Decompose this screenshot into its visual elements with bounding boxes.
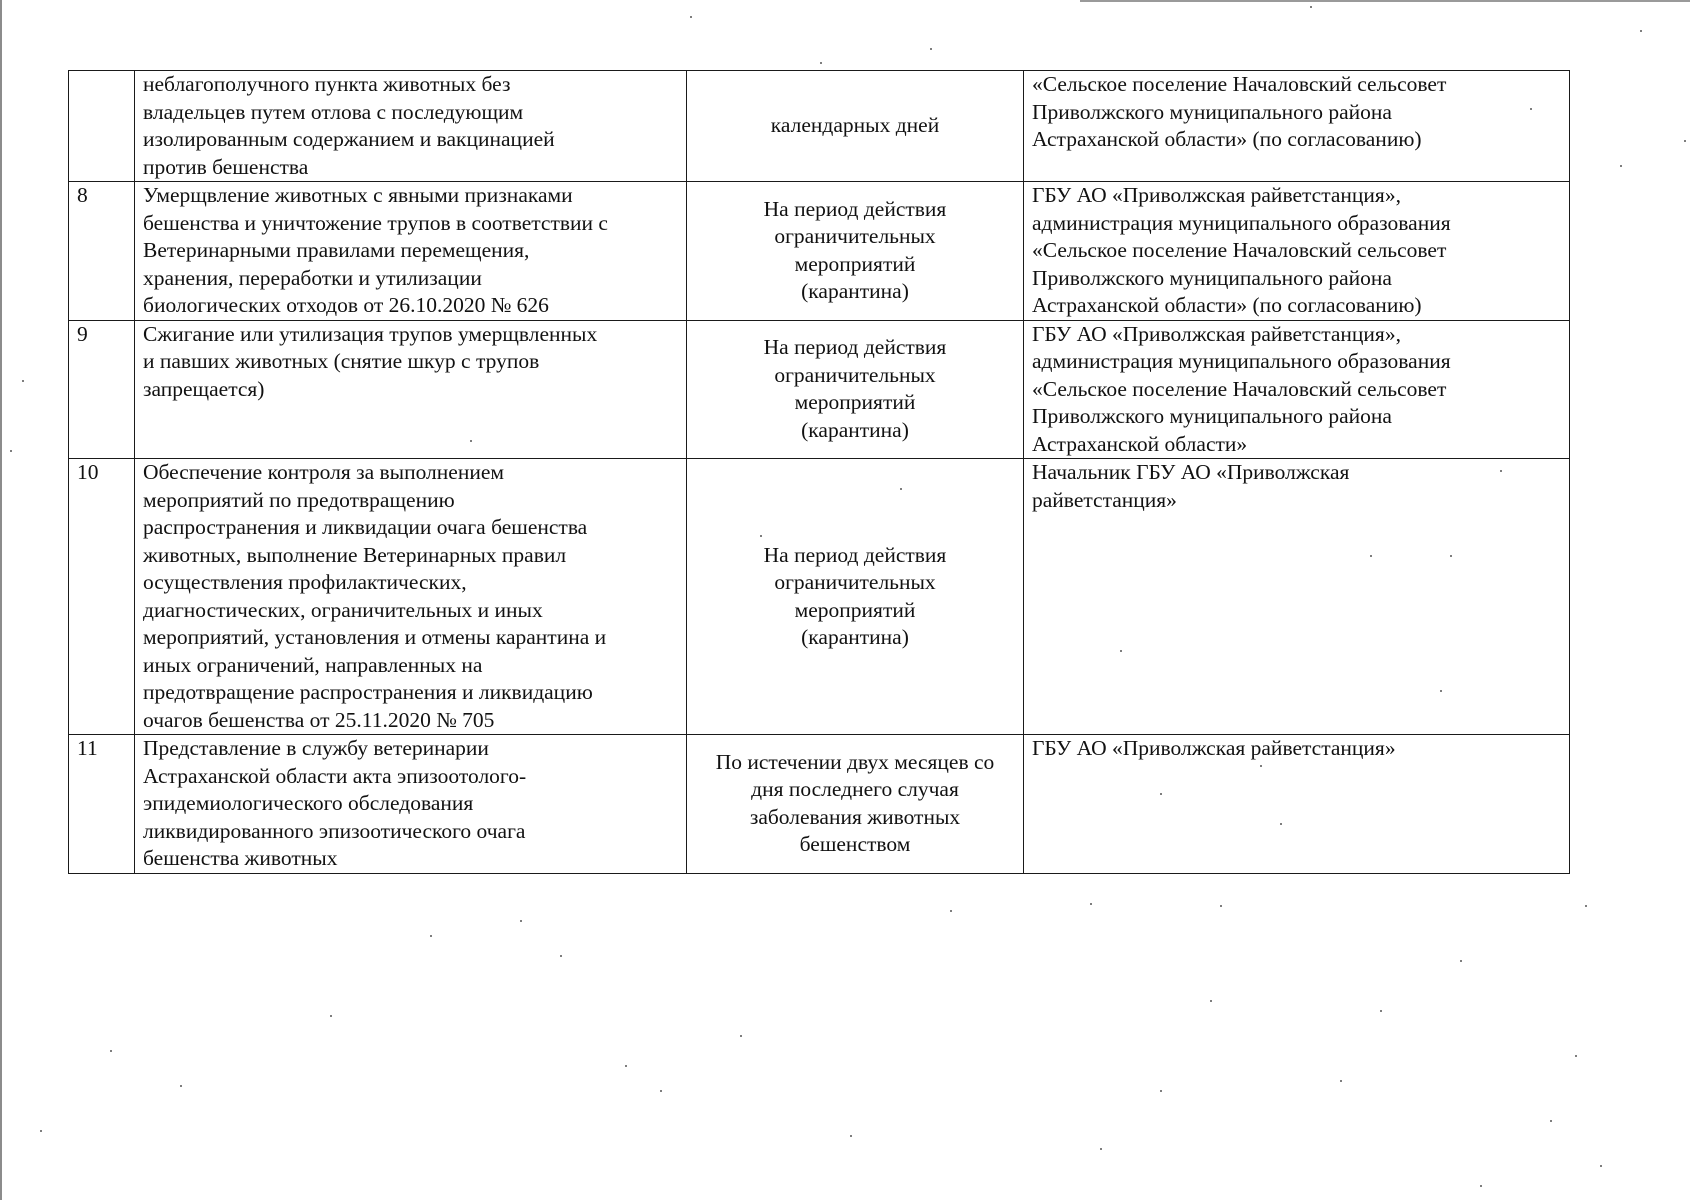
action-text-line: эпидемиологического обследования bbox=[143, 791, 474, 815]
term-cell bbox=[687, 735, 1024, 874]
action-text-line: неблагополучного пункта животных без bbox=[143, 72, 511, 96]
scan-speck bbox=[1370, 555, 1372, 557]
scan-speck bbox=[1530, 108, 1532, 110]
scan-speck bbox=[1260, 765, 1262, 767]
action-text-line: Сжигание или утилизация трупов умерщвленных bbox=[143, 321, 598, 346]
row-number-cell bbox=[69, 320, 135, 459]
scan-speck bbox=[1550, 1120, 1552, 1122]
scan-speck bbox=[1640, 30, 1642, 32]
action-text-line: осуществления профилактических, bbox=[143, 570, 467, 594]
term-text-line: На период действия bbox=[763, 335, 947, 360]
scan-speck bbox=[1480, 1185, 1482, 1187]
responsible-cell bbox=[1024, 320, 1570, 459]
responsible-text-line: «Сельское поселение Началовский сельсовет bbox=[1032, 72, 1447, 96]
scan-speck bbox=[1160, 1090, 1162, 1092]
action-text-line: бешенства животных bbox=[143, 846, 338, 870]
scan-speck bbox=[110, 1050, 112, 1052]
scan-speck bbox=[760, 535, 762, 537]
responsible-text-line: ГБУ АО «Приволжская райветстанция», bbox=[1032, 321, 1401, 346]
responsible-text-line: Приволжского муниципального района bbox=[1032, 265, 1392, 290]
responsible-text-line: Начальник ГБУ АО «Приволжская bbox=[1032, 460, 1350, 484]
responsible-text-line: «Сельское поселение Началовский сельсовет bbox=[1032, 238, 1447, 262]
scan-speck bbox=[690, 16, 692, 18]
term-cell bbox=[687, 320, 1024, 459]
scan-speck bbox=[1100, 1148, 1102, 1150]
scan-speck bbox=[330, 1015, 332, 1017]
scan-speck bbox=[1585, 905, 1587, 907]
scan-speck bbox=[1450, 555, 1452, 557]
scan-edge-left bbox=[0, 0, 2, 1200]
row-number: 8 bbox=[77, 183, 88, 207]
action-text-line: против бешенства bbox=[143, 154, 309, 179]
scan-speck bbox=[1090, 903, 1092, 905]
term-text-line: (карантина) bbox=[801, 625, 909, 649]
action-cell bbox=[135, 71, 687, 182]
row-number: 11 bbox=[77, 736, 98, 760]
term-text-line: (карантина) bbox=[801, 417, 909, 442]
scan-speck bbox=[820, 62, 822, 64]
term-text-line: На период действия bbox=[763, 542, 947, 567]
responsible-text-line: администрация муниципального образования bbox=[1032, 210, 1451, 235]
responsible-cell bbox=[1024, 735, 1570, 874]
action-text-line: ликвидированного эпизоотического очага bbox=[143, 818, 526, 843]
responsible-text-line: Астраханской области» (по согласованию) bbox=[1032, 293, 1422, 317]
responsible-text-line: райветстанция» bbox=[1032, 487, 1177, 512]
scan-speck bbox=[740, 1035, 742, 1037]
table-row bbox=[69, 320, 1570, 459]
responsible-text-line: Приволжского муниципального района bbox=[1032, 99, 1392, 124]
action-text-line: владельцев путем отлова с последующим bbox=[143, 99, 524, 124]
action-text-line: животных, выполнение Ветеринарных правил bbox=[143, 542, 567, 567]
term-text-line: ограничительных bbox=[774, 224, 936, 249]
action-text-line: бешенства и уничтожение трупов в соответствии с bbox=[143, 210, 608, 235]
scan-speck bbox=[950, 910, 952, 912]
scan-speck bbox=[1310, 6, 1312, 8]
responsible-cell bbox=[1024, 71, 1570, 182]
row-number-cell bbox=[69, 71, 135, 182]
scan-speck bbox=[1380, 1010, 1382, 1012]
term-text-line: дня последнего случая bbox=[751, 777, 959, 802]
scan-speck bbox=[1220, 905, 1222, 907]
measures-table bbox=[68, 70, 1570, 874]
action-cell bbox=[135, 735, 687, 874]
action-cell bbox=[135, 459, 687, 735]
scan-speck bbox=[1340, 1080, 1342, 1082]
responsible-text-line: ГБУ АО «Приволжская райветстанция», bbox=[1032, 183, 1401, 207]
action-text-line: мероприятий по предотвращению bbox=[143, 487, 455, 512]
scan-speck bbox=[180, 1085, 182, 1087]
scan-speck bbox=[1440, 690, 1442, 692]
action-text-line: Ветеринарными правилами перемещения, bbox=[143, 238, 530, 262]
responsible-text-line: Астраханской области» (по согласованию) bbox=[1032, 127, 1422, 151]
action-cell bbox=[135, 182, 687, 321]
scan-speck bbox=[625, 1065, 627, 1067]
scan-speck bbox=[430, 935, 432, 937]
scan-speck bbox=[40, 1130, 42, 1132]
table-row bbox=[69, 182, 1570, 321]
responsible-cell bbox=[1024, 182, 1570, 321]
action-text-line: хранения, переработки и утилизации bbox=[143, 265, 482, 290]
scan-edge-top bbox=[1080, 0, 1690, 2]
action-text-line: Умерщвление животных с явными признаками bbox=[143, 183, 573, 207]
responsible-text-line: ГБУ АО «Приволжская райветстанция» bbox=[1032, 736, 1396, 760]
action-cell bbox=[135, 320, 687, 459]
scan-speck bbox=[930, 48, 932, 50]
responsible-text-line: администрация муниципального образования bbox=[1032, 349, 1451, 373]
term-text-line: ограничительных bbox=[774, 570, 936, 594]
responsible-text-line: Приволжского муниципального района bbox=[1032, 404, 1392, 428]
action-text-line: предотвращение распространения и ликвидацию bbox=[143, 680, 593, 704]
row-number-cell bbox=[69, 182, 135, 321]
term-text-line: ограничительных bbox=[774, 362, 936, 387]
table-row bbox=[69, 735, 1570, 874]
scan-speck bbox=[1575, 1055, 1577, 1057]
action-text-line: диагностических, ограничительных и иных bbox=[143, 597, 543, 622]
action-text-line: Астраханской области акта эпизоотолого- bbox=[143, 763, 527, 788]
term-text-line: мероприятий bbox=[794, 390, 916, 415]
responsible-cell bbox=[1024, 459, 1570, 735]
scan-speck bbox=[1160, 793, 1162, 795]
row-number-cell bbox=[69, 459, 135, 735]
row-number-cell bbox=[69, 735, 135, 874]
scan-speck bbox=[660, 1090, 662, 1092]
scan-speck bbox=[850, 1135, 852, 1137]
table-row bbox=[69, 459, 1570, 735]
term-text-line: мероприятий bbox=[794, 251, 916, 276]
term-cell bbox=[687, 459, 1024, 735]
term-text-line: По истечении двух месяцев со bbox=[715, 749, 995, 774]
term-text-line: заболевания животных bbox=[749, 804, 961, 829]
action-text-line: Представление в службу ветеринарии bbox=[143, 736, 489, 760]
action-text-line: очагов бешенства от 25.11.2020 № 705 bbox=[143, 707, 495, 732]
term-text-line: бешенством bbox=[799, 832, 911, 857]
term-text-line: (карантина) bbox=[801, 279, 909, 304]
scan-speck bbox=[1500, 470, 1502, 472]
term-text-line: На период действия bbox=[763, 196, 947, 221]
scan-speck bbox=[10, 450, 12, 452]
action-text-line: и павших животных (снятие шкур с трупов bbox=[143, 349, 540, 373]
action-text-line: иных ограничений, направленных на bbox=[143, 652, 483, 677]
row-number: 10 bbox=[77, 460, 99, 484]
scan-speck bbox=[1460, 960, 1462, 962]
action-text-line: Обеспечение контроля за выполнением bbox=[143, 460, 504, 484]
row-number: 9 bbox=[77, 321, 88, 346]
scan-speck bbox=[1120, 650, 1122, 652]
scan-speck bbox=[1210, 1000, 1212, 1002]
action-text-line: изолированным содержанием и вакцинацией bbox=[143, 127, 555, 151]
action-text-line: запрещается) bbox=[143, 376, 265, 401]
term-text-line: мероприятий bbox=[794, 597, 916, 622]
scan-speck bbox=[1620, 165, 1622, 167]
responsible-text-line: Астраханской области» bbox=[1032, 431, 1248, 456]
scan-speck bbox=[520, 920, 522, 922]
scan-speck bbox=[560, 955, 562, 957]
scan-speck bbox=[1280, 823, 1282, 825]
scan-speck bbox=[22, 380, 24, 382]
table-row bbox=[69, 71, 1570, 182]
scan-speck bbox=[1600, 1165, 1602, 1167]
action-text-line: распространения и ликвидации очага бешенства bbox=[143, 515, 588, 539]
responsible-text-line: «Сельское поселение Началовский сельсовет bbox=[1032, 376, 1447, 401]
term-cell bbox=[687, 71, 1024, 182]
term-cell bbox=[687, 182, 1024, 321]
term-text-line: календарных дней bbox=[770, 113, 940, 138]
scan-speck bbox=[1684, 140, 1686, 142]
scan-speck bbox=[470, 440, 472, 442]
action-text-line: биологических отходов от 26.10.2020 № 626 bbox=[143, 293, 549, 317]
scan-speck bbox=[900, 488, 902, 490]
action-text-line: мероприятий, установления и отмены карантина и bbox=[143, 625, 607, 649]
